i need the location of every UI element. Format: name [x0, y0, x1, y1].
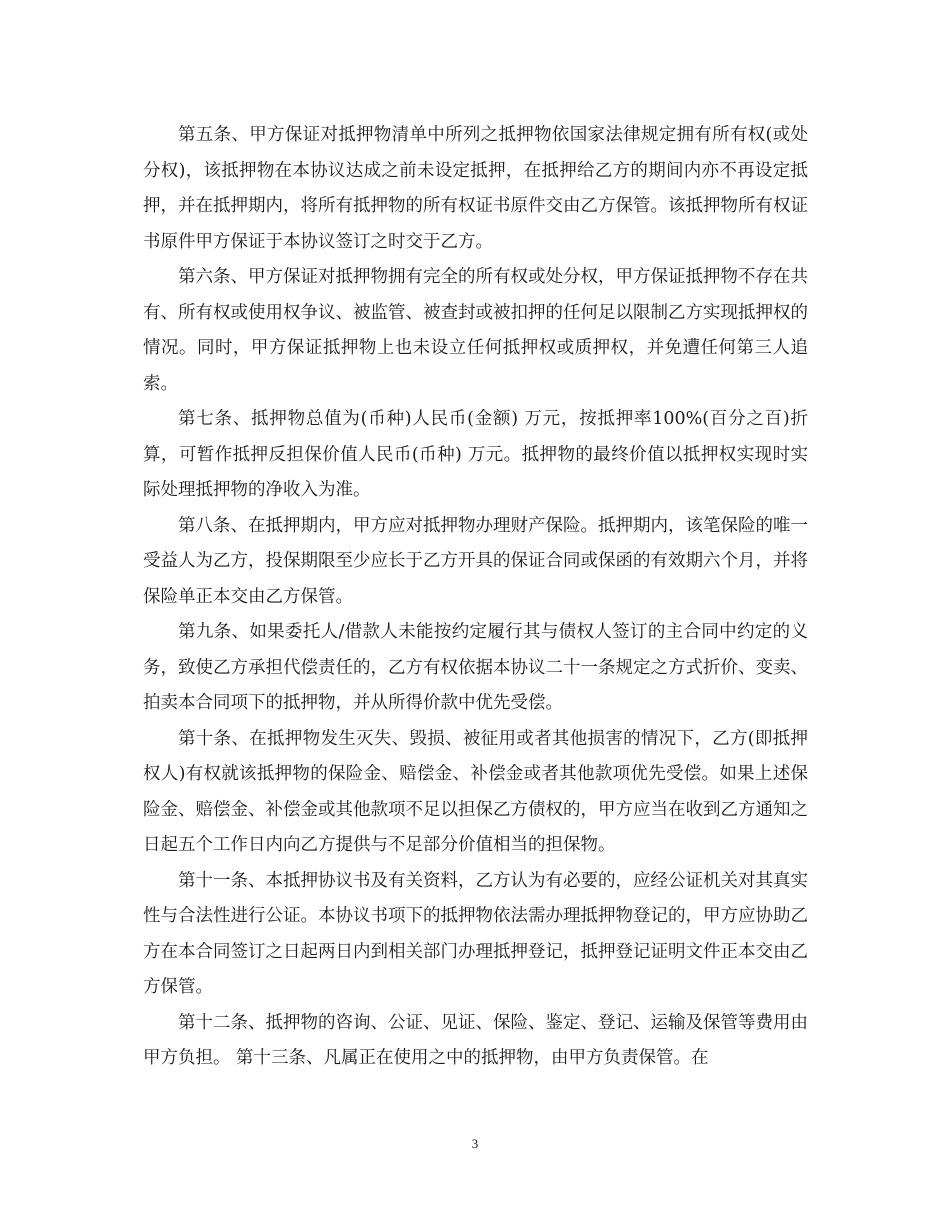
article-9-paragraph: 第九条、如果委托人/借款人未能按约定履行其与债权人签订的主合同中约定的义务，致使乙方承担代偿责任的，乙方有权依据本协议二十一条规定之方式折价、变卖、拍卖本合同项下的抵押物，并从所得价款中优先受偿。 — [143, 622, 808, 713]
article-7-paragraph: 第七条、抵押物总值为(币种)人民币(金额) 万元，按抵押率100%(百分之百)折算，可暂作抵押反担保价值人民币(币种) 万元。抵押物的最终价值以抵押权实现时实际处理抵押物的净收入为准。 — [143, 409, 808, 500]
document-body — [143, 118, 808, 1077]
article-10-paragraph: 第十条、在抵押物发生灭失、毁损、被征用或者其他损害的情况下，乙方(即抵押权人)有权就该抵押物的保险金、赔偿金、补偿金或者其他款项优先受偿。如果上述保险金、赔偿金、补偿金或其他款项不足以担保乙方债权的，甲方应当在收到乙方通知之日起五个工作日内向乙方提供与不足部分价值相当的担保物。 — [143, 728, 808, 855]
page-number: 3 — [471, 1136, 479, 1151]
article-5-paragraph: 第五条、甲方保证对抵押物清单中所列之抵押物依国家法律规定拥有所有权(或处分权)，该抵押物在本协议达成之前未设定抵押，在抵押给乙方的期间内亦不再设定抵押，并在抵押期内，将所有抵押物的所有权证书原件交由乙方保管。该抵押物所有权证书原件甲方保证于本协议签订之时交于乙方。 — [143, 125, 808, 252]
article-6-paragraph: 第六条、甲方保证对抵押物拥有完全的所有权或处分权，甲方保证抵押物不存在共有、所有权或使用权争议、被监管、被查封或被扣押的任何足以限制乙方实现抵押权的情况。同时，甲方保证抵押物上也未设立任何抵押权或质押权，并免遭任何第三人追索。 — [143, 267, 808, 394]
article-12-paragraph: 第十二条、抵押物的咨询、公证、见证、保险、鉴定、登记、运输及保管等费用由甲方负担。 第十三条、凡属正在使用之中的抵押物，由甲方负责保管。在 — [143, 1012, 808, 1068]
article-11-paragraph: 第十一条、本抵押协议书及有关资料，乙方认为有必要的，应经公证机关对其真实性与合法性进行公证。本协议书项下的抵押物依法需办理抵押物登记的，甲方应协助乙方在本合同签订之日起两日内到相关部门办理抵押登记，抵押登记证明文件正本交由乙方保管。 — [143, 870, 808, 997]
article-8-paragraph: 第八条、在抵押期内，甲方应对抵押物办理财产保险。抵押期内，该笔保险的唯一受益人为乙方，投保期限至少应长于乙方开具的保证合同或保函的有效期六个月，并将保险单正本交由乙方保管。 — [143, 515, 808, 607]
